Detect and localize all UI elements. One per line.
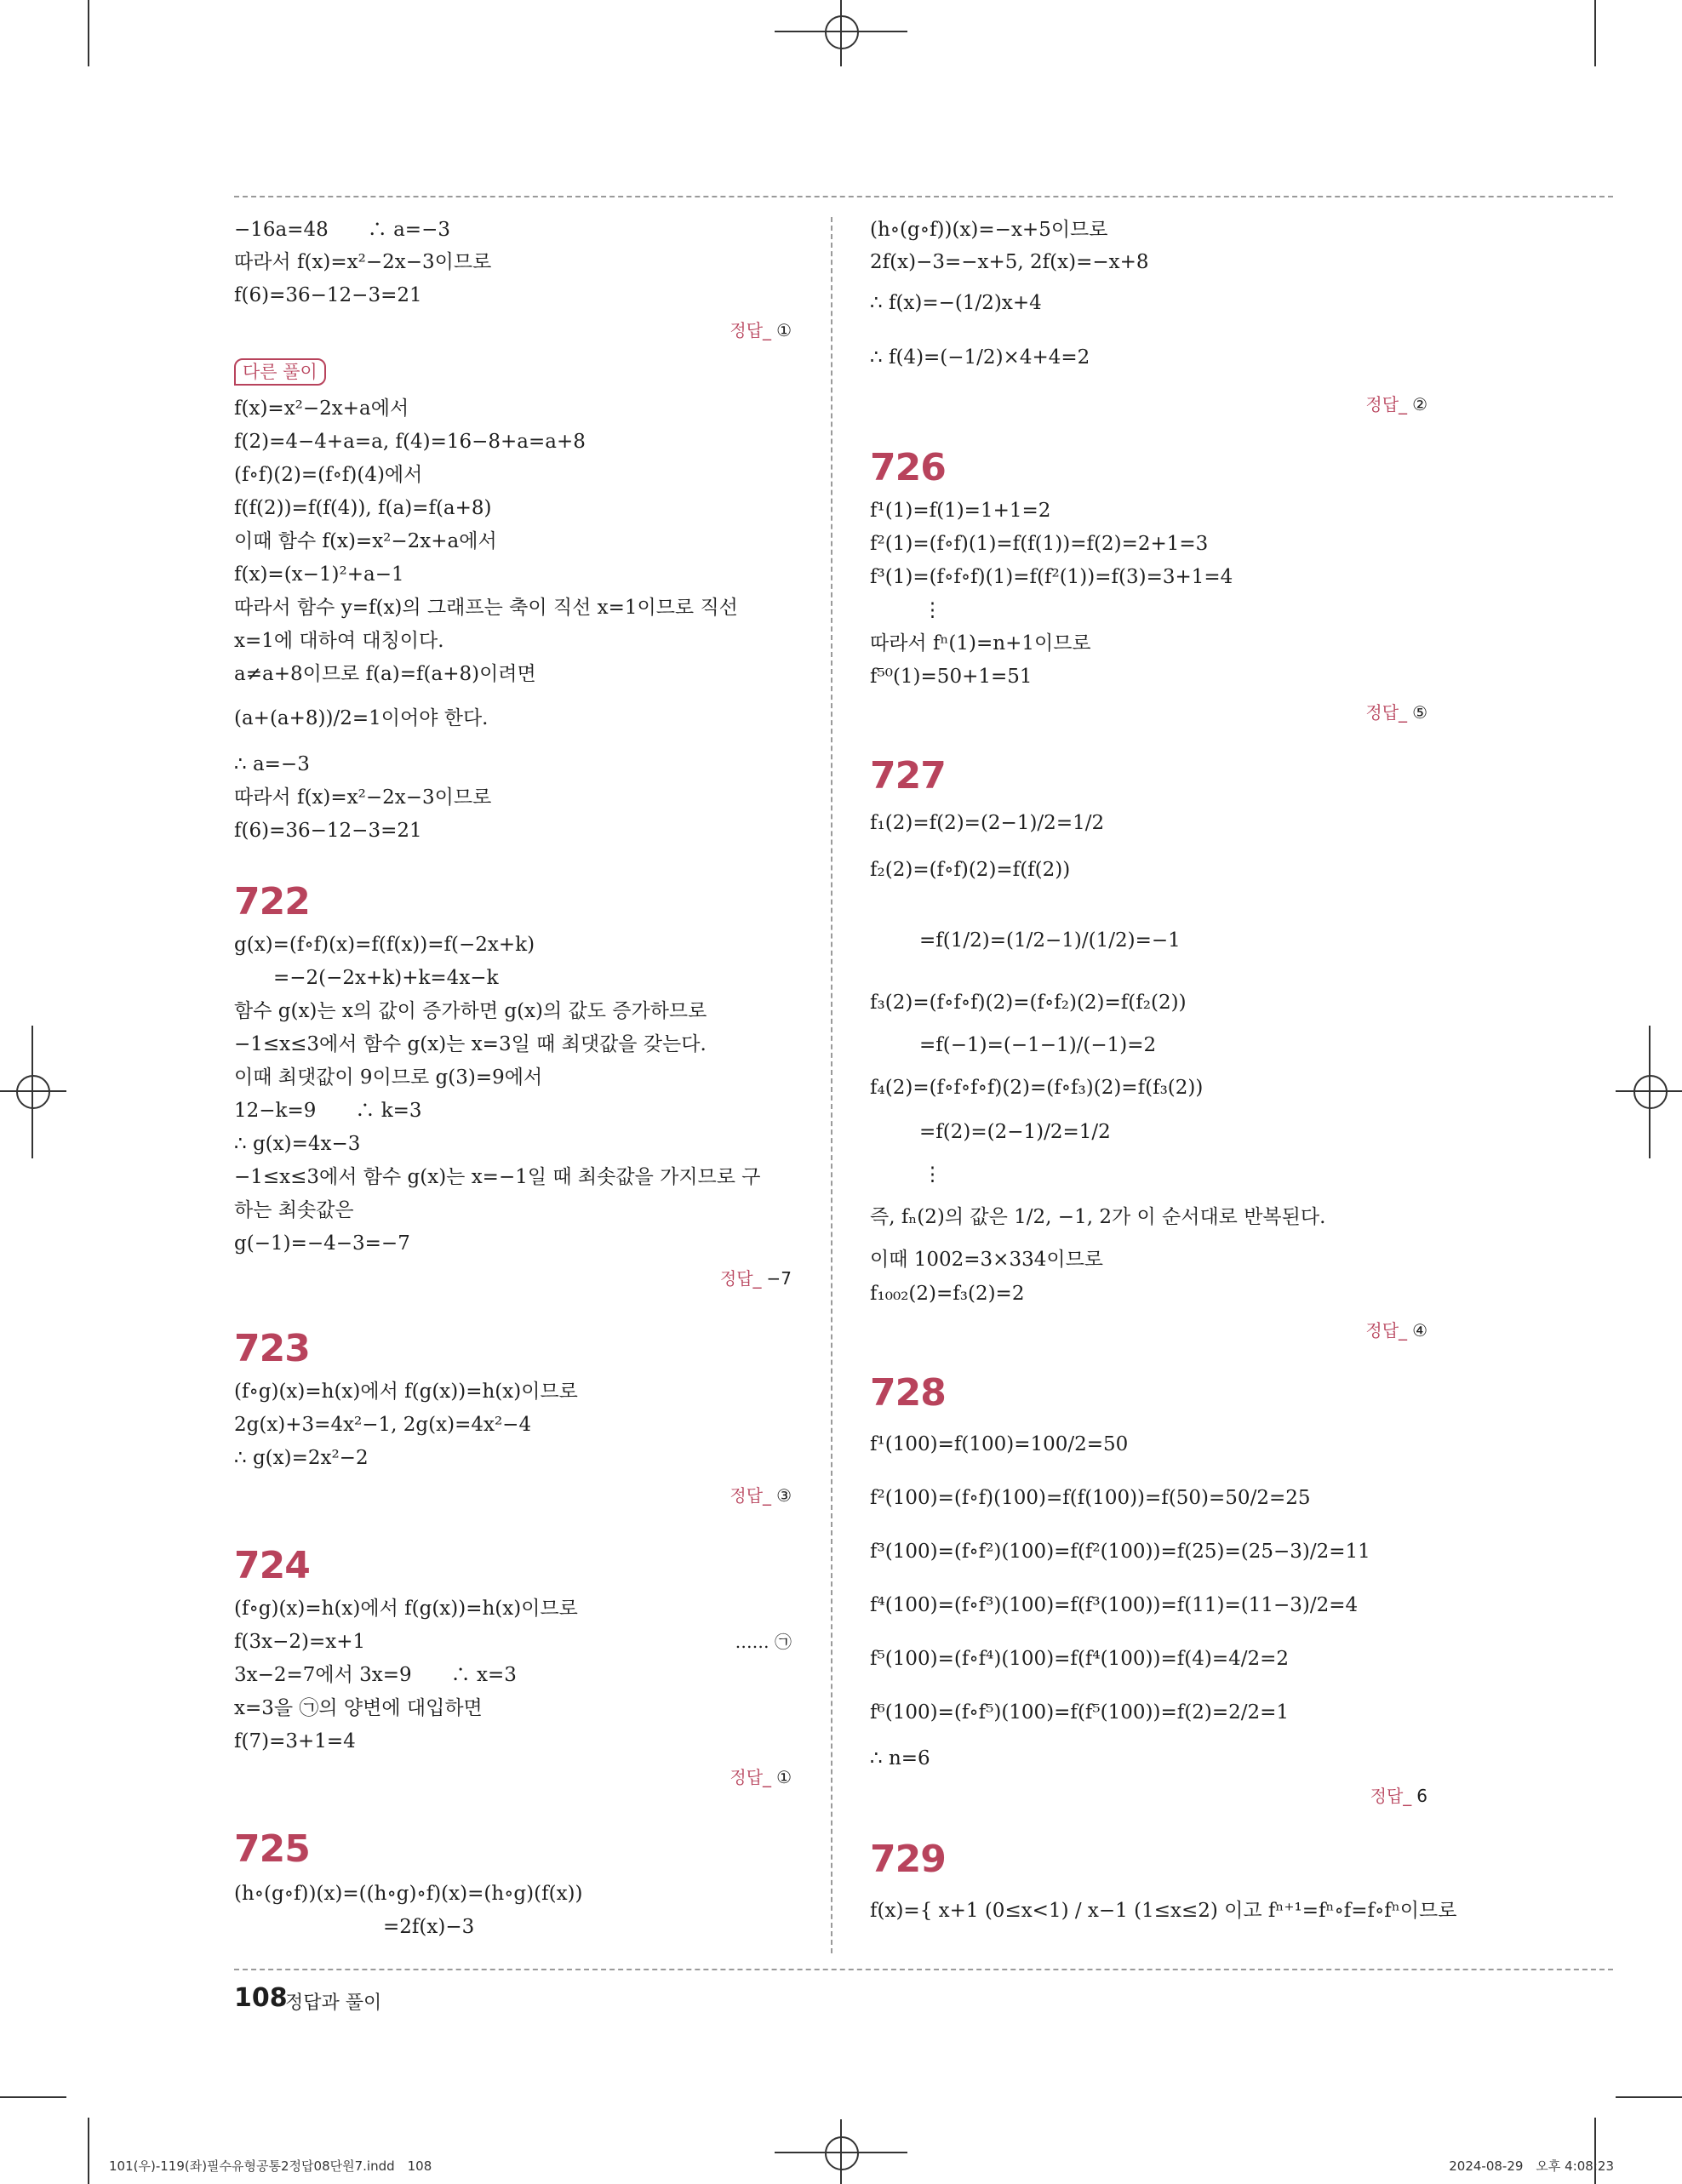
text-line: f²(100)=(f∘f)(100)=f(f(100))=f(50)=50/2=25 — [870, 1487, 1311, 1509]
column-divider — [831, 217, 832, 1953]
answer-label: 정답_ ④ — [1365, 1320, 1427, 1341]
text-line: 이때 최댓값이 9이므로 g(3)=9에서 — [234, 1066, 543, 1089]
text-line: 이때 1002=3×334이므로 — [870, 1249, 1104, 1271]
text-line: (a+(a+8))/2=1이어야 한다. — [234, 707, 489, 729]
answer-label: 정답_ ② — [1365, 394, 1427, 415]
registration-mark-icon — [825, 15, 859, 49]
text-line: f(x)={ x+1 (0≤x<1) / x−1 (1≤x≤2) 이고 fⁿ⁺¹=fⁿ∘f=f∘fⁿ이므로 — [870, 1900, 1457, 1922]
text-line: =−2(−2x+k)+k=4x−k — [234, 967, 499, 989]
crop-mark — [31, 1026, 33, 1158]
text-line: f₁₀₀₂(2)=f₃(2)=2 — [870, 1283, 1025, 1305]
text-line: ⋮ — [923, 1163, 942, 1186]
text-line: f(7)=3+1=4 — [234, 1730, 356, 1752]
equation-marker: …… ㉠ — [735, 1632, 792, 1652]
text-line: f₂(2)=(f∘f)(2)=f(f(2)) — [870, 859, 1071, 881]
problem-number: 722 — [234, 880, 310, 923]
text-line: 2g(x)+3=4x²−1, 2g(x)=4x²−4 — [234, 1414, 532, 1436]
text-line: 따라서 함수 y=f(x)의 그래프는 축이 직선 x=1이므로 직선 — [234, 597, 738, 619]
text-line: 따라서 f(x)=x²−2x−3이므로 — [234, 251, 492, 273]
text-line: ∴ g(x)=2x²−2 — [234, 1447, 369, 1469]
section-title: 정답과 풀이 — [285, 1992, 382, 2014]
text-line: (f∘f)(2)=(f∘f)(4)에서 — [234, 464, 423, 486]
crop-mark — [1649, 1026, 1651, 1158]
top-divider — [234, 196, 1613, 197]
problem-number: 723 — [234, 1327, 310, 1370]
crop-mark — [0, 2096, 66, 2098]
text-line: f³(1)=(f∘f∘f)(1)=f(f²(1))=f(3)=3+1=4 — [870, 566, 1233, 588]
text-line: 2f(x)−3=−x+5, 2f(x)=−x+8 — [870, 251, 1149, 273]
answer-label: 정답_ ① — [729, 320, 792, 340]
text-line: f(f(2))=f(f(4)), f(a)=f(a+8) — [234, 497, 492, 519]
text-line: ∴ n=6 — [870, 1747, 930, 1769]
text-line: =2f(x)−3 — [383, 1916, 475, 1938]
answer-label: 정답_ ⑤ — [1365, 702, 1427, 723]
text-line: f₃(2)=(f∘f∘f)(2)=(f∘f₂)(2)=f(f₂(2)) — [870, 992, 1187, 1014]
text-line: a≠a+8이므로 f(a)=f(a+8)이려면 — [234, 663, 536, 685]
text-line: (f∘g)(x)=h(x)에서 f(g(x))=h(x)이므로 — [234, 1381, 578, 1403]
text-line: f⁴(100)=(f∘f³)(100)=f(f³(100))=f(11)=(11−3)/2=4 — [870, 1594, 1359, 1616]
text-line: −1≤x≤3에서 함수 g(x)는 x=−1일 때 최솟값을 가지므로 구 — [234, 1166, 761, 1188]
crop-mark — [1594, 0, 1596, 66]
answer-label: 정답_ ① — [729, 1767, 792, 1787]
text-line: x=3을 ㉠의 양변에 대입하면 — [234, 1697, 483, 1719]
text-line: 즉, fₙ(2)의 값은 1/2, −1, 2가 이 순서대로 반복된다. — [870, 1206, 1326, 1228]
text-line: =f(−1)=(−1−1)/(−1)=2 — [919, 1034, 1157, 1056]
text-line: 12−k=9 ∴ k=3 — [234, 1100, 422, 1122]
problem-number: 725 — [234, 1827, 310, 1871]
file-slug: 101(우)-119(좌)필수유형공통2정답08단원7.indd 108 — [109, 2158, 432, 2174]
text-line: f¹(100)=f(100)=100/2=50 — [870, 1433, 1129, 1455]
text-line: f(x)=x²−2x+a에서 — [234, 397, 409, 420]
text-line: 따라서 fⁿ(1)=n+1이므로 — [870, 632, 1091, 655]
text-line: f₄(2)=(f∘f∘f∘f)(2)=(f∘f₃)(2)=f(f₃(2)) — [870, 1077, 1204, 1099]
text-line: f⁵(100)=(f∘f⁴)(100)=f(f⁴(100))=f(4)=4/2=2 — [870, 1648, 1290, 1670]
text-line: ∴ g(x)=4x−3 — [234, 1133, 361, 1155]
problem-number: 728 — [870, 1371, 946, 1415]
text-line: f²(1)=(f∘f)(1)=f(f(1))=f(2)=2+1=3 — [870, 533, 1209, 555]
right-column — [870, 217, 1457, 1953]
text-line: =f(1/2)=(1/2−1)/(1/2)=−1 — [919, 929, 1181, 952]
text-line: f⁵⁰(1)=50+1=51 — [870, 666, 1033, 688]
problem-number: 729 — [870, 1838, 946, 1881]
registration-mark-icon — [825, 2136, 859, 2170]
text-line: g(x)=(f∘f)(x)=f(f(x))=f(−2x+k) — [234, 934, 535, 956]
print-timestamp: 2024-08-29 오후 4:08:23 — [1449, 2158, 1614, 2174]
registration-mark-icon — [16, 1075, 50, 1109]
text-line: 함수 g(x)는 x의 값이 증가하면 g(x)의 값도 증가하므로 — [234, 1000, 707, 1022]
text-line: 3x−2=7에서 3x=9 ∴ x=3 — [234, 1664, 517, 1686]
registration-mark-icon — [1633, 1075, 1668, 1109]
text-line: −1≤x≤3에서 함수 g(x)는 x=3일 때 최댓값을 갖는다. — [234, 1033, 707, 1055]
text-line: ∴ f(4)=(−1/2)×4+4=2 — [870, 346, 1090, 369]
text-line: ∴ a=−3 — [234, 753, 310, 775]
text-line: f³(100)=(f∘f²)(100)=f(f²(100))=f(25)=(25−3)/2=11 — [870, 1541, 1370, 1563]
problem-number: 726 — [870, 446, 946, 489]
text-line: (f∘g)(x)=h(x)에서 f(g(x))=h(x)이므로 — [234, 1598, 578, 1620]
text-line: ∴ f(x)=−(1/2)x+4 — [870, 292, 1042, 314]
text-line: f₁(2)=f(2)=(2−1)/2=1/2 — [870, 812, 1105, 834]
answer-label: 정답_ ③ — [729, 1485, 792, 1506]
text-line: −16a=48 ∴ a=−3 — [234, 219, 450, 241]
alt-solution-badge: 다른 풀이 — [234, 358, 326, 386]
crop-mark — [88, 2118, 89, 2184]
crop-mark — [88, 0, 89, 66]
answer-label: 정답_ 6 — [1370, 1786, 1427, 1806]
left-column — [234, 217, 792, 1953]
page-number: 108 — [234, 1983, 288, 2013]
text-line: f¹(1)=f(1)=1+1=2 — [870, 500, 1051, 522]
text-line: (h∘(g∘f))(x)=−x+5이므로 — [870, 219, 1108, 241]
text-line: f(x)=(x−1)²+a−1 — [234, 563, 404, 586]
text-line: x=1에 대하여 대칭이다. — [234, 630, 444, 652]
text-line: f(6)=36−12−3=21 — [234, 820, 422, 842]
text-line: (h∘(g∘f))(x)=((h∘g)∘f)(x)=(h∘g)(f(x)) — [234, 1883, 583, 1905]
crop-mark — [840, 0, 842, 66]
answer-label: 정답_ −7 — [719, 1268, 792, 1289]
problem-number: 724 — [234, 1544, 310, 1587]
text-line: f⁶(100)=(f∘f⁵)(100)=f(f⁵(100))=f(2)=2/2=1 — [870, 1701, 1290, 1724]
text-line: 따라서 f(x)=x²−2x−3이므로 — [234, 786, 492, 809]
text-line: f(3x−2)=x+1 — [234, 1631, 366, 1653]
text-line: g(−1)=−4−3=−7 — [234, 1232, 410, 1255]
text-line: 하는 최솟값은 — [234, 1199, 354, 1221]
text-line: ⋮ — [923, 599, 942, 621]
text-line: 이때 함수 f(x)=x²−2x+a에서 — [234, 530, 497, 552]
text-line: f(2)=4−4+a=a, f(4)=16−8+a=a+8 — [234, 431, 586, 453]
crop-mark — [1616, 2096, 1682, 2098]
crop-mark — [840, 2119, 842, 2184]
problem-number: 727 — [870, 754, 946, 798]
text-line: =f(2)=(2−1)/2=1/2 — [919, 1121, 1111, 1143]
crop-mark — [0, 1090, 66, 1092]
text-line: f(6)=36−12−3=21 — [234, 284, 422, 306]
bottom-divider — [234, 1969, 1613, 1970]
